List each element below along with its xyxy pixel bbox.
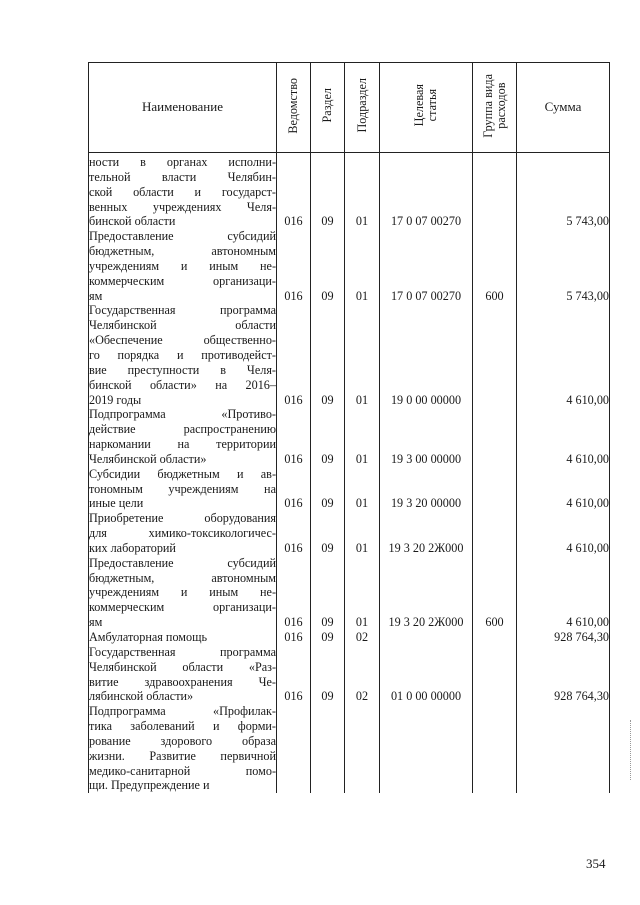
- header-razdel: Раздел: [311, 63, 345, 153]
- cell-razdel: 09: [311, 511, 345, 556]
- header-celevaya: Целевая статья: [380, 63, 473, 153]
- cell-vedomstvo: 016: [277, 407, 311, 466]
- cell-podrazdel: [345, 704, 380, 793]
- cell-celevaya: 19 3 20 00000: [380, 467, 473, 512]
- budget-table: [88, 62, 610, 793]
- cell-podrazdel: 01: [345, 153, 380, 230]
- cell-celevaya: [380, 630, 473, 645]
- table-body: [89, 153, 610, 794]
- cell-summa: [517, 704, 610, 793]
- cell-gruppa: 600: [473, 229, 517, 303]
- cell-celevaya: 19 0 00 00000: [380, 303, 473, 407]
- row-name: Подпрограмма «Противо- действие распространению наркомании на территории Челябинской области»: [89, 407, 276, 466]
- row-name: Субсидии бюджетным и ав- тономным учреждениям на иные цели: [89, 466, 276, 511]
- cell-podrazdel: 01: [345, 556, 380, 630]
- header-summa: Сумма: [517, 63, 610, 153]
- table-row: [89, 467, 610, 512]
- row-name: Амбулаторная помощь: [89, 630, 277, 645]
- cell-razdel: 09: [311, 407, 345, 466]
- cell-podrazdel: 01: [345, 303, 380, 407]
- cell-summa: 4 610,00: [517, 303, 610, 407]
- header-podrazdel: Подраздел: [345, 63, 380, 153]
- cell-podrazdel: 02: [345, 645, 380, 704]
- row-name: Приобретение оборудования для химико-токсикологичес- ких лабораторий: [89, 511, 276, 555]
- cell-celevaya: 17 0 07 00270: [380, 153, 473, 230]
- table-row: [89, 229, 610, 303]
- row-name: Государственная программа Челябинской области «Обеспечение общественно- го порядка и противодейст- вие преступности в Челя- бинской области» на 2016– 2019 годы: [89, 303, 276, 407]
- row-name: Подпрограмма «Профилак- тика заболеваний и форми- рование здорового образа жизни. Развитие первичной медико-санитарной помо- щи. Предупреждение и: [89, 704, 276, 793]
- cell-summa: 4 610,00: [517, 556, 610, 630]
- cell-podrazdel: 01: [345, 467, 380, 512]
- cell-podrazdel: 02: [345, 630, 380, 645]
- header-gruppa: Группа вида расходов: [473, 63, 517, 153]
- table-header-row: [89, 63, 610, 153]
- table-row: [89, 153, 610, 230]
- table-row: [89, 704, 610, 793]
- cell-razdel: 09: [311, 229, 345, 303]
- row-name: Предоставление субсидий бюджетным, автономным учреждениям и иным не- коммерческим организаци- ям: [89, 555, 276, 630]
- cell-gruppa: 600: [473, 556, 517, 630]
- table-row: [89, 630, 610, 645]
- cell-razdel: 09: [311, 645, 345, 704]
- page-number: 354: [586, 856, 606, 871]
- cell-summa: 4 610,00: [517, 467, 610, 512]
- cell-podrazdel: 01: [345, 511, 380, 556]
- cell-razdel: 09: [311, 556, 345, 630]
- cell-vedomstvo: 016: [277, 630, 311, 645]
- cell-podrazdel: 01: [345, 407, 380, 466]
- table-row: [89, 556, 610, 630]
- cell-podrazdel: 01: [345, 229, 380, 303]
- cell-summa: 4 610,00: [517, 407, 610, 466]
- cell-vedomstvo: 016: [277, 645, 311, 704]
- cell-gruppa: [473, 303, 517, 407]
- cell-celevaya: 01 0 00 00000: [380, 645, 473, 704]
- cell-vedomstvo: [277, 704, 311, 793]
- row-name: Государственная программа Челябинской области «Раз- витие здравоохранения Че- лябинской области»: [89, 644, 276, 704]
- cell-celevaya: 19 3 20 2Ж000: [380, 556, 473, 630]
- cell-summa: 928 764,30: [517, 645, 610, 704]
- cell-vedomstvo: 016: [277, 303, 311, 407]
- cell-vedomstvo: 016: [277, 511, 311, 556]
- row-name: ности в органах исполни- тельной власти Челябин- ской области и государст- венных учреждениях Челя- бинской области: [89, 153, 277, 230]
- header-vedomstvo: Ведомство: [277, 63, 311, 153]
- cell-celevaya: 19 3 00 00000: [380, 407, 473, 466]
- cell-gruppa: [473, 467, 517, 512]
- table-row: [89, 511, 610, 556]
- cell-razdel: 09: [311, 153, 345, 230]
- cell-razdel: 09: [311, 303, 345, 407]
- table-row: [89, 407, 610, 466]
- cell-summa: 5 743,00: [517, 229, 610, 303]
- cell-celevaya: 19 3 20 2Ж000: [380, 511, 473, 556]
- cell-gruppa: [473, 511, 517, 556]
- cell-razdel: [311, 704, 345, 793]
- cell-razdel: 09: [311, 630, 345, 645]
- row-name: Предоставление субсидий бюджетным, автономным учреждениям и иным не- коммерческим организаци- ям: [89, 229, 276, 303]
- cell-vedomstvo: 016: [277, 153, 311, 230]
- cell-razdel: 09: [311, 467, 345, 512]
- cell-vedomstvo: 016: [277, 229, 311, 303]
- table-row: [89, 303, 610, 407]
- cell-summa: 928 764,30: [517, 630, 610, 645]
- cell-gruppa: [473, 704, 517, 793]
- cell-celevaya: [380, 704, 473, 793]
- cell-gruppa: [473, 630, 517, 645]
- cell-celevaya: 17 0 07 00270: [380, 229, 473, 303]
- scan-margin-mark: [630, 720, 633, 780]
- cell-vedomstvo: 016: [277, 467, 311, 512]
- cell-summa: 4 610,00: [517, 511, 610, 556]
- table-row: [89, 645, 610, 704]
- cell-summa: 5 743,00: [517, 153, 610, 230]
- cell-gruppa: [473, 153, 517, 230]
- cell-gruppa: [473, 645, 517, 704]
- header-name: Наименование: [89, 63, 277, 153]
- cell-vedomstvo: 016: [277, 556, 311, 630]
- cell-gruppa: [473, 407, 517, 466]
